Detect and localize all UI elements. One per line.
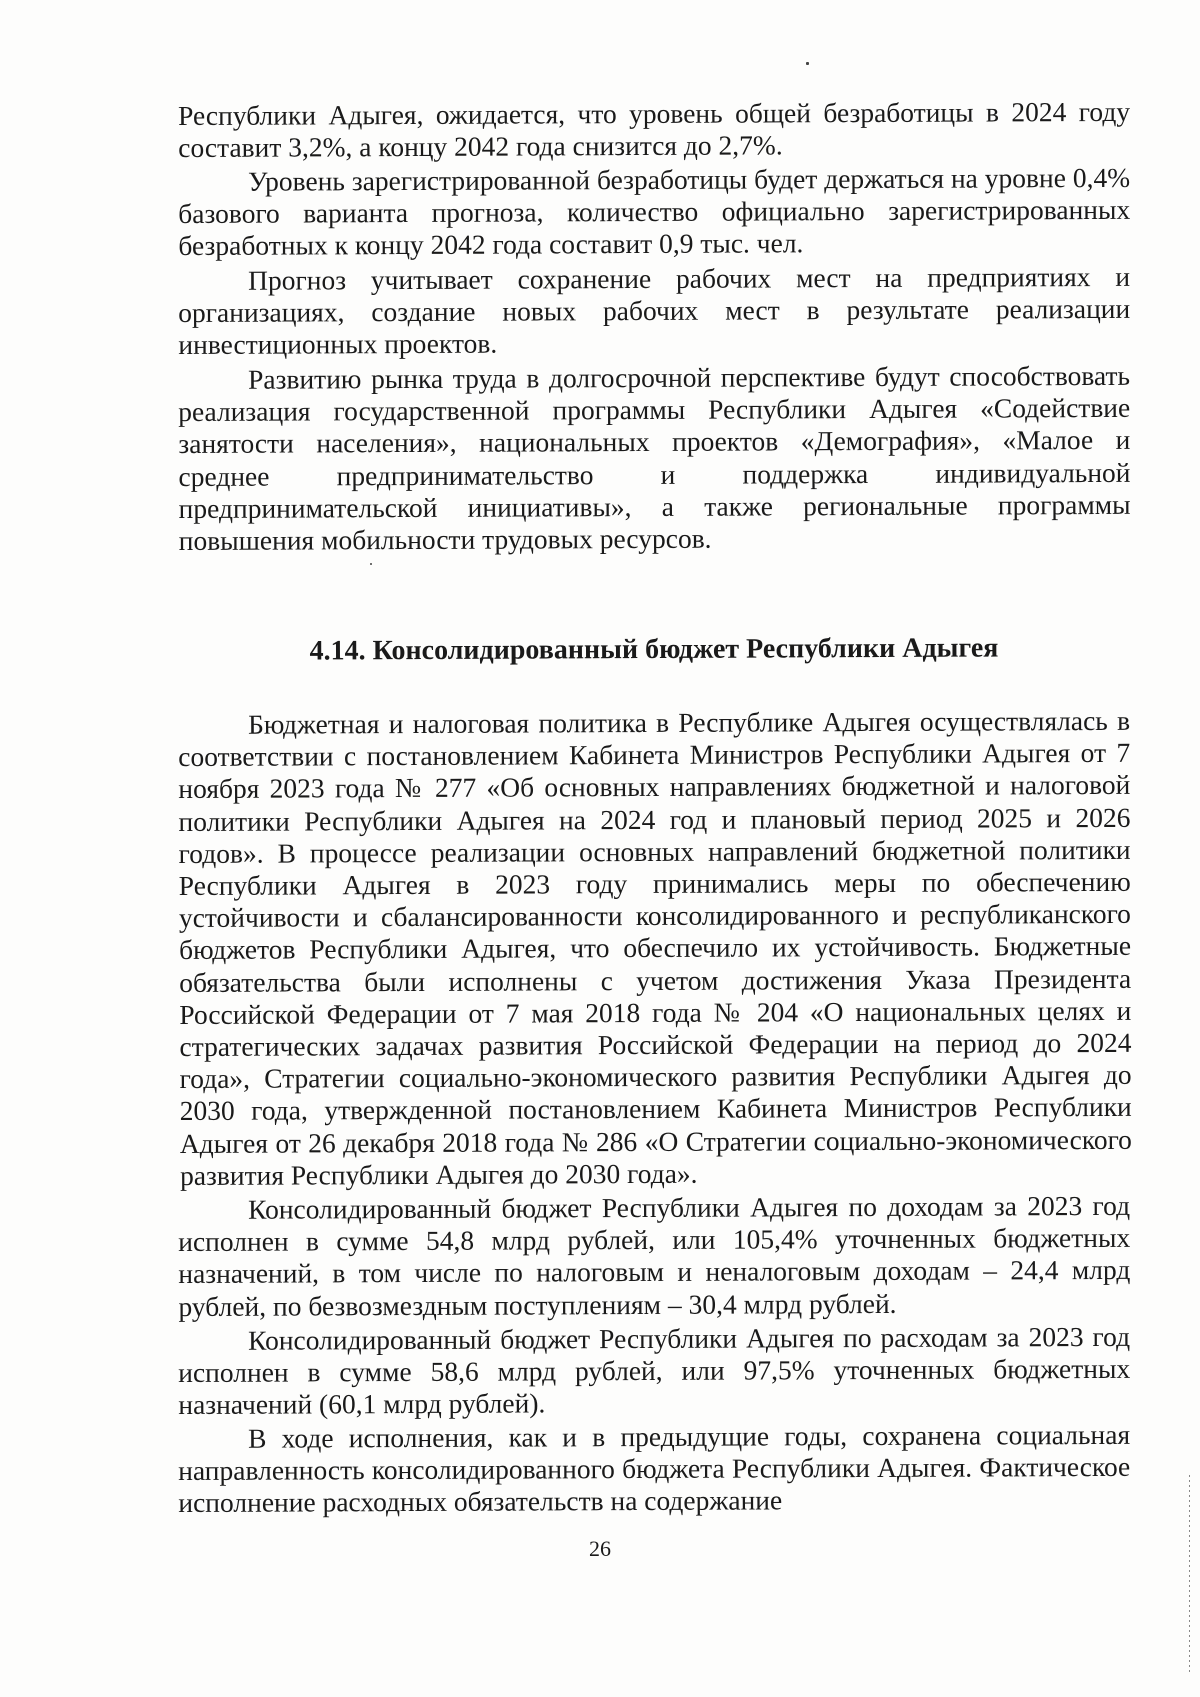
paragraph-labor-market-development: Развитию рынка труда в долгосрочной перспективе будут способствовать реализация государственной программы Республики Адыгея «Содействие занятости населения», национальных проектов «Демография», «Малое и среднее предпринимательство и поддержка индивидуальной предпринимательской инициативы», а также региональные программы повышения мобильности трудовых ресурсов. bbox=[178, 359, 1131, 556]
scan-speck bbox=[806, 62, 809, 65]
section-heading: 4.14. Консолидированный бюджет Республики Адыгея bbox=[309, 632, 999, 667]
paragraph-social-orientation: В ходе исполнения, как и в предыдущие годы, сохранена социальная направленность консолидированного бюджета Республики Адыгея. Фактическое исполнение расходных обязательств на содержание bbox=[178, 1419, 1131, 1519]
paragraph-jobs-forecast: Прогноз учитывает сохранение рабочих мест на предприятиях и организациях, создание новых рабочих мест в результате реализации инвестиционных проектов. bbox=[178, 260, 1131, 361]
paragraph-budget-policy: Бюджетная и налоговая политика в Республике Адыгея осуществлялась в соответствии с постановлением Кабинета Министров Республики Адыгея от 7 ноября 2023 года № 277 «Об основных направлениях бюджетной и налоговой политики Республики Адыгея на 2024 год и плановый период 2025 и 2026 годов». В процессе реализации основных направлений бюджетной политики Республики Адыгея в 2023 году принимались меры по обеспечению устойчивости и сбалансированности консолидированного и республиканского бюджетов Республики Адыгея, что обеспечило их устойчивость. Бюджетные обязательства были исполнены с учетом достижения Указа Президента Российской Федерации от 7 мая 2018 года № 204 «О национальных целях и стратегических задачах развития Российской Федерации на период до 2024 года», Стратегии социально-экономического развития Республики Адыгея до 2030 года, утвержденной постановлением Кабинета Министров Республики Адыгея от 26 декабря 2018 года № 286 «О Стратегии социально-экономического развития Республики Адыгея до 2030 года». bbox=[178, 704, 1132, 1191]
paragraph-budget-expenditures: Консолидированный бюджет Республики Адыгея по расходам за 2023 год исполнен в сумме 58,6 млрд рублей, или 97,5% уточненных бюджетных назначений (60,1 млрд рублей). bbox=[178, 1320, 1131, 1421]
scan-speck bbox=[370, 563, 372, 565]
paragraph-registered-unemployment: Уровень зарегистрированной безработицы будет держаться на уровне 0,4% базового варианта прогноза, количество официально зарегистрированных безработных к концу 2042 года составит 0,9 тыс. чел. bbox=[178, 162, 1131, 262]
paragraph-unemployment-forecast: Республики Адыгея, ожидается, что уровень общей безработицы в 2024 году составит 3,2%, а концу 2042 года снизится до 2,7%. bbox=[178, 95, 1131, 164]
page-number: 26 bbox=[589, 1536, 611, 1561]
scan-edge-mark bbox=[1189, 1475, 1190, 1675]
top-text-block bbox=[178, 95, 1132, 1522]
paragraph-budget-revenues: Консолидированный бюджет Республики Адыгея по доходам за 2023 год исполнен в сумме 54,8 млрд рублей, или 105,4% уточненных бюджетных назначений, в том числе по налоговым и неналоговым доходам – 24,4 млрд рублей, по безвозмездным поступлениям – 30,4 млрд рублей. bbox=[178, 1189, 1131, 1322]
